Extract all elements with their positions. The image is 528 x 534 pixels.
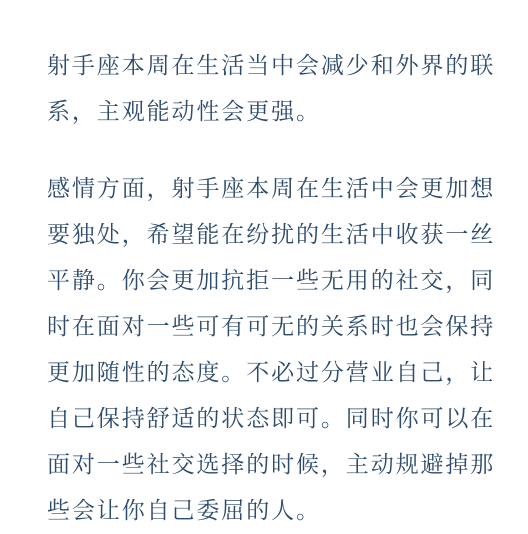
text-line: 更加随性的态度。不必过分营业自己，让 bbox=[47, 360, 496, 386]
text-line: 时在面对一些可有可无的关系时也会保持 bbox=[47, 314, 496, 340]
text-line: 自己保持舒适的状态即可。同时你可以在 bbox=[47, 406, 496, 432]
text-line: 要独处，希望能在纷扰的生活中收获一丝 bbox=[47, 222, 496, 248]
paragraph-summary bbox=[47, 43, 497, 135]
paragraph-love bbox=[47, 166, 497, 534]
text-line: 面对一些社交选择的时候，主动规避掉那 bbox=[47, 452, 496, 478]
text-line: 些会让你自己委屈的人。 bbox=[47, 498, 321, 524]
text-line: 系，主观能动性会更强。 bbox=[47, 99, 321, 125]
text-line: 感情方面，射手座本周在生活中会更加想 bbox=[47, 176, 496, 202]
text-line: 平静。你会更加抗拒一些无用的社交，同 bbox=[47, 268, 496, 294]
text-line: 射手座本周在生活当中会减少和外界的联 bbox=[47, 53, 496, 79]
